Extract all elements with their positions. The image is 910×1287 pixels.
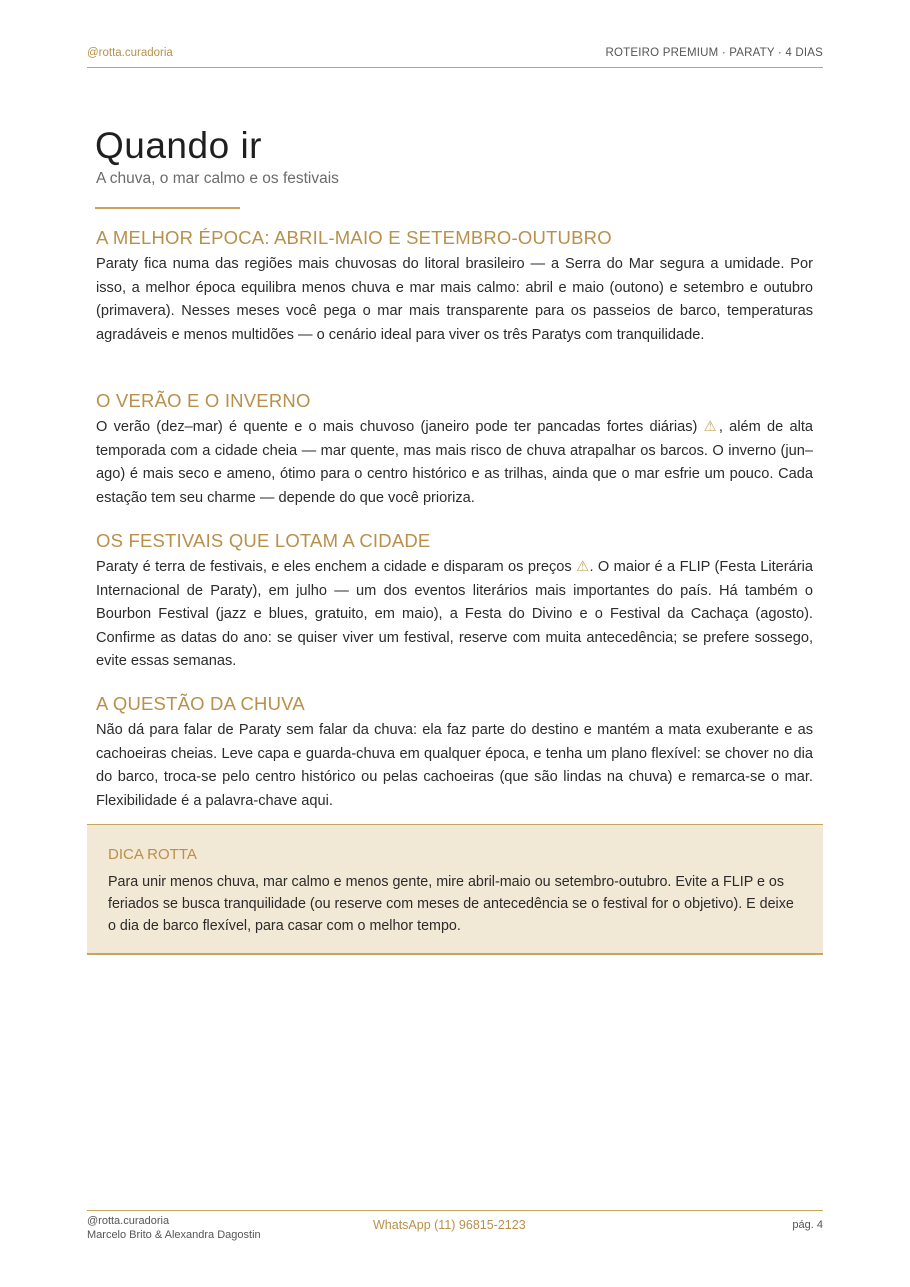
section-body: Não dá para falar de Paraty sem falar da chuva: ela faz parte do destino e mantém a mata exuberante e as cachoeiras cheias. Leve capa e guarda-chuva em qualquer época, e tenha um plano flexível: se chover no dia do barco, troca-se pelo centro histórico ou pelas cachoeiras (que são lindas na chuva) e remarca-se o mar. Flexibilidade é a palavra-chave aqui.: [96, 722, 813, 809]
section-heading: O VERÃO E O INVERNO: [96, 390, 311, 411]
header-brand: @rotta.curadoria: [87, 47, 173, 59]
section-body: Paraty fica numa das regiões mais chuvosas do litoral brasileiro — a Serra do Mar segura a umidade. Por isso, a melhor época equilibra menos chuva e mar mais calmo: abril e maio (outono) e setembro e outubro (primavera). Nesses meses você pega o mar mais transparente para os passeios de barco, temperaturas agradáveis e menos multidões — o cenário ideal para viver os três Paratys com tranquilidade.: [96, 256, 813, 343]
footer-page-number: pág. 4: [792, 1219, 823, 1231]
footer-whatsapp: WhatsApp (11) 96815-2123: [373, 1218, 526, 1232]
tip-box: [87, 824, 823, 955]
section-best-season: [96, 227, 813, 347]
section-heading: A MELHOR ÉPOCA: ABRIL-MAIO E SETEMBRO-OUTUBRO: [96, 227, 612, 248]
footer-credits: [87, 1214, 261, 1242]
header-document-label: ROTEIRO PREMIUM · PARATY · 4 DIAS: [605, 47, 823, 59]
title-divider: [95, 207, 240, 209]
footer-authors: Marcelo Brito & Alexandra Dagostin: [87, 1229, 261, 1241]
section-rain: [96, 693, 813, 813]
warning-icon: ⚠: [576, 559, 590, 575]
section-body: O verão (dez–mar) é quente e o mais chuvoso (janeiro pode ter pancadas fortes diárias) ⚠, além de alta temporada com a cidade cheia — mar quente, mas mais risco de chuva atrapalhar os barcos. O inverno (jun–ago) é mais seco e ameno, ótimo para o centro histórico e as trilhas, ainda que o mar esfrie um pouco. Cada estação tem seu charme — depende do que você prioriza.: [96, 419, 813, 506]
section-heading: A QUESTÃO DA CHUVA: [96, 693, 305, 714]
footer-brand: @rotta.curadoria: [87, 1215, 170, 1227]
section-body: Paraty é terra de festivais, e eles enchem a cidade e disparam os preços ⚠. O maior é a FLIP (Festa Literária Internacional de Paraty), em julho — um dos eventos literários mais importantes do país. Há também o Bourbon Festival (jazz e blues, gratuito, em maio), a Festa do Divino e o Festival da Cachaça (agosto). Confirme as datas do ano: se quiser viver um festival, reserve com muita antecedência; se prefere sossego, evite essas semanas.: [96, 559, 813, 669]
page-header: [87, 40, 823, 68]
page-footer: [87, 1210, 823, 1251]
section-festivals: [96, 530, 813, 674]
tip-body: Para unir menos chuva, mar calmo e menos gente, mire abril-maio ou setembro-outubro. Evite a FLIP e os feriados se busca tranquilidade (ou reserve com meses de antecedência se o festival for o objetivo). E deixe o dia de barco flexível, para casar com o melhor tempo.: [108, 874, 794, 934]
section-summer-winter: [96, 390, 813, 510]
page-title: Quando ir: [95, 125, 262, 166]
section-heading: OS FESTIVAIS QUE LOTAM A CIDADE: [96, 530, 431, 551]
page-subtitle: A chuva, o mar calmo e os festivais: [96, 170, 339, 187]
tip-title: DICA ROTTA: [108, 846, 197, 863]
warning-icon: ⚠: [703, 419, 719, 435]
